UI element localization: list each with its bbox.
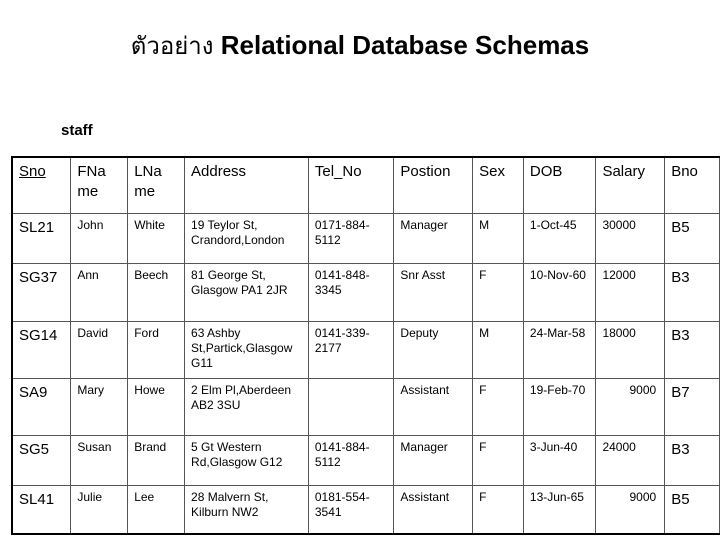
cell-sno: SL41 [12, 485, 71, 534]
cell-tel: 0141-884-5112 [308, 435, 394, 485]
cell-dob: 3-Jun-40 [523, 435, 596, 485]
header-fname: FNa me [71, 157, 128, 213]
staff-table [11, 156, 720, 535]
cell-salary: 9000 [596, 485, 665, 534]
cell-bno: B5 [665, 485, 720, 534]
cell-sno: SL21 [12, 213, 71, 263]
cell-salary: 9000 [596, 378, 665, 435]
cell-fname: David [71, 321, 128, 378]
table-row [12, 378, 720, 435]
cell-salary: 24000 [596, 435, 665, 485]
table-row [12, 213, 720, 263]
cell-bno: B3 [665, 321, 720, 378]
cell-position: Assistant [394, 378, 473, 435]
cell-lname: Brand [128, 435, 185, 485]
cell-position: Manager [394, 435, 473, 485]
cell-salary: 30000 [596, 213, 665, 263]
cell-dob: 1-Oct-45 [523, 213, 596, 263]
cell-address: 5 Gt Western Rd,Glasgow G12 [185, 435, 309, 485]
cell-tel: 0141-848-3345 [308, 263, 394, 321]
cell-address: 63 Ashby St,Partick,Glasgow G11 [185, 321, 309, 378]
cell-salary: 12000 [596, 263, 665, 321]
title-thai: ตัวอย่าง [130, 32, 214, 60]
header-bno: Bno [665, 157, 720, 213]
cell-dob: 10-Nov-60 [523, 263, 596, 321]
cell-sno: SG5 [12, 435, 71, 485]
header-dob: DOB [523, 157, 596, 213]
cell-salary: 18000 [596, 321, 665, 378]
cell-address: 2 Elm Pl,Aberdeen AB2 3SU [185, 378, 309, 435]
cell-sex: M [473, 321, 524, 378]
cell-tel: 0171-884-5112 [308, 213, 394, 263]
cell-bno: B3 [665, 263, 720, 321]
table-row [12, 485, 720, 534]
cell-address: 19 Teylor St, Crandord,London [185, 213, 309, 263]
cell-bno: B5 [665, 213, 720, 263]
cell-address: 81 George St, Glasgow PA1 2JR [185, 263, 309, 321]
table-row [12, 321, 720, 378]
cell-lname: Howe [128, 378, 185, 435]
cell-lname: Ford [128, 321, 185, 378]
cell-sex: F [473, 435, 524, 485]
title-english: Relational Database Schemas [220, 30, 590, 60]
cell-tel: 0181-554-3541 [308, 485, 394, 534]
header-address: Address [185, 157, 309, 213]
cell-position: Deputy [394, 321, 473, 378]
cell-sex: F [473, 485, 524, 534]
cell-bno: B3 [665, 435, 720, 485]
header-sex: Sex [473, 157, 524, 213]
cell-lname: White [128, 213, 185, 263]
cell-sex: F [473, 378, 524, 435]
cell-position: Manager [394, 213, 473, 263]
header-tel: Tel_No [308, 157, 394, 213]
header-lname: LNa me [128, 157, 185, 213]
cell-fname: Ann [71, 263, 128, 321]
cell-sex: M [473, 213, 524, 263]
cell-sno: SA9 [12, 378, 71, 435]
table-caption: staff [61, 122, 93, 139]
cell-position: Assistant [394, 485, 473, 534]
cell-bno: B7 [665, 378, 720, 435]
cell-lname: Lee [128, 485, 185, 534]
page-title [0, 26, 720, 65]
header-position: Postion [394, 157, 473, 213]
cell-fname: Susan [71, 435, 128, 485]
cell-fname: John [71, 213, 128, 263]
cell-dob: 13-Jun-65 [523, 485, 596, 534]
cell-fname: Julie [71, 485, 128, 534]
cell-dob: 24-Mar-58 [523, 321, 596, 378]
cell-dob: 19-Feb-70 [523, 378, 596, 435]
cell-position: Snr Asst [394, 263, 473, 321]
header-sno: Sno [12, 157, 71, 213]
table-row [12, 435, 720, 485]
cell-address: 28 Malvern St, Kilburn NW2 [185, 485, 309, 534]
header-row [12, 157, 720, 213]
cell-fname: Mary [71, 378, 128, 435]
cell-sno: SG14 [12, 321, 71, 378]
cell-tel [308, 378, 394, 435]
header-salary: Salary [596, 157, 665, 213]
cell-sno: SG37 [12, 263, 71, 321]
table-row [12, 263, 720, 321]
cell-tel: 0141-339-2177 [308, 321, 394, 378]
cell-lname: Beech [128, 263, 185, 321]
cell-sex: F [473, 263, 524, 321]
